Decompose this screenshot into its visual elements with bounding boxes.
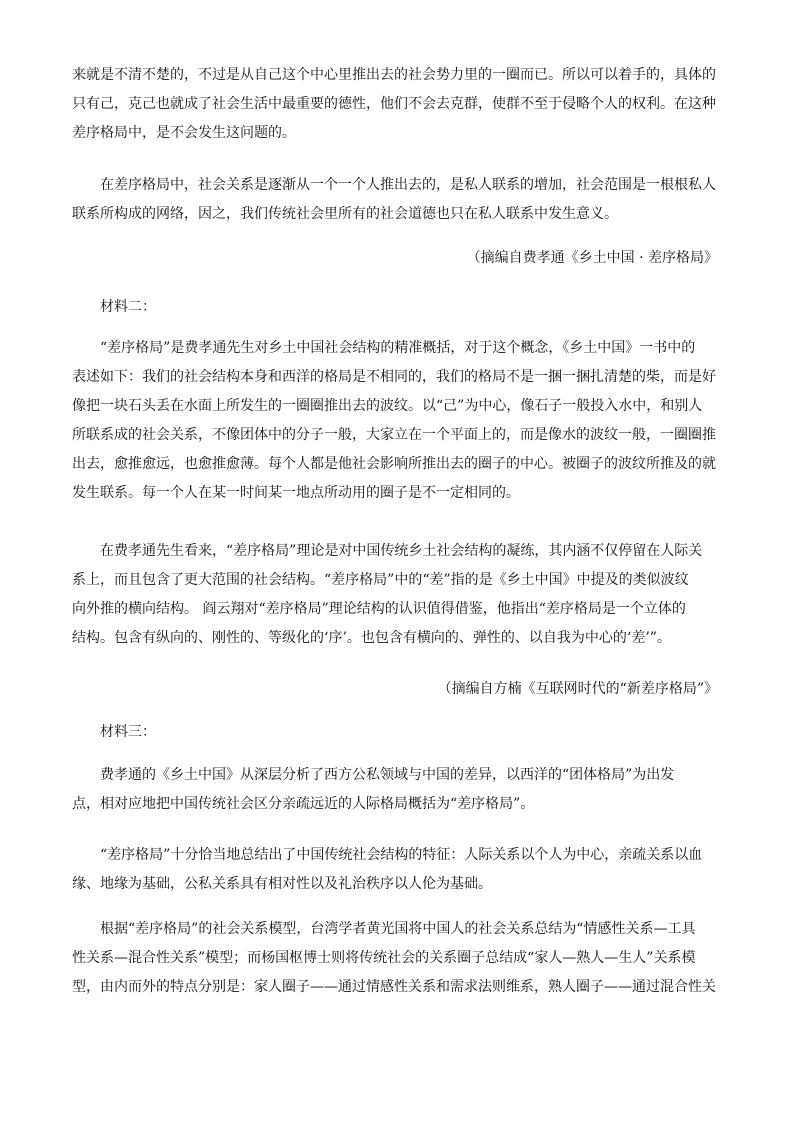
text-line: 缘、地缘为基础，公私关系具有相对性以及礼治秩序以人伦为基础。 (72, 876, 492, 892)
text-line: 点，相对应地把中国传统社会区分亲疏远近的人际格局概括为“差序格局”。 (72, 796, 535, 812)
text-line: 在费孝通先生看来，“差序格局”理论是对中国传统乡土社会结构的凝练，其内涵不仅停留在人际关 (100, 543, 703, 559)
text-line: 像把一块石头丢在水面上所发生的一圈圈推出去的波纹。以“己”为中心，像石子一般投入水中，和别人 (72, 398, 703, 414)
text-line: 出去，愈推愈远，也愈推愈薄。每个人都是他社会影响所推出去的圈子的中心。被圈子的波纹所推及的就 (72, 456, 716, 472)
paragraph-7 (72, 915, 718, 1002)
text-line: 联系所构成的网络，因之，我们传统社会里所有的社会道德也只在私人联系中发生意义。 (72, 206, 618, 222)
text-line: 发生联系。每一个人在某一时间某一地点所动用的圈子是不一定相同的。 (72, 485, 520, 501)
text-line: 差序格局中，是不会发生这问题的。 (72, 125, 296, 141)
paragraph-1 (72, 61, 718, 148)
text-line: 结构。包含有纵向的、刚性的、等级化的‘序’。也包含有横向的、弹性的、以自我为中心的‘差’”。 (72, 630, 671, 646)
text-line: 来就是不清不楚的，不过是从自己这个中心里推出去的社会势力里的一圈而已。所以可以着手的，具体的 (72, 67, 716, 83)
paragraph-4 (72, 537, 718, 653)
text-line: 表述如下：我们的社会结构本身和西洋的格局是不相同的，我们的格局不是一捆一捆扎清楚的柴，而是好 (72, 369, 716, 385)
paragraph-3 (72, 334, 718, 508)
paragraph-5 (72, 761, 718, 819)
paragraph-2 (72, 171, 718, 229)
section-label-material-3: 材料三： (100, 724, 156, 740)
text-line: 根据“差序格局”的社会关系模型，台湾学者黄光国将中国人的社会关系总结为“情感性关系—工具 (100, 921, 696, 937)
text-line: 所联系成的社会关系，不像团体中的分子一般，大家立在一个平面上的，而是像水的波纹一般，一圈圈推 (72, 427, 716, 443)
paragraph-6 (72, 841, 718, 899)
text-line: “差序格局”十分恰当地总结出了中国传统社会结构的特征：人际关系以个人为中心，亲疏关系以血 (100, 847, 703, 863)
source-citation-2: （摘编自方楠《互联网时代的“新差序格局”》 (437, 681, 718, 697)
text-line: 系上，而且包含了更大范围的社会结构。“差序格局”中的“差”指的是《乡土中国》中提及的类似波纹 (72, 572, 689, 588)
text-line: 型，由内而外的特点分别是：家人圈子——通过情感性关系和需求法则维系，熟人圈子——通过混合性关 (72, 979, 716, 995)
section-label-material-2: 材料二： (100, 299, 156, 315)
text-line: 向外推的横向结构。 阎云翔对“差序格局”理论结构的认识值得借鉴，他指出“差序格局是一个立体的 (72, 601, 686, 617)
text-line: “差序格局”是费孝通先生对乡土中国社会结构的精准概括，对于这个概念，《乡土中国》一书中的 (100, 340, 696, 356)
text-line: 只有己，克己也就成了社会生活中最重要的德性，他们不会去克群，使群不至于侵略个人的权利。在这种 (72, 96, 716, 112)
text-line: 性关系—混合性关系”模型；而杨国枢博士则将传统社会的关系圈子总结成“家人—熟人—生人”关系模 (72, 950, 696, 966)
text-line: 费孝通的《乡土中国》从深层分析了西方公私领域与中国的差异，以西洋的“团体格局”为出发 (100, 767, 675, 783)
source-citation-1: （摘编自费孝通《乡土中国 · 差序格局》 (466, 250, 718, 266)
text-line: 在差序格局中，社会关系是逐渐从一个一个人推出去的，是私人联系的增加，社会范围是一根根私人 (100, 177, 716, 193)
